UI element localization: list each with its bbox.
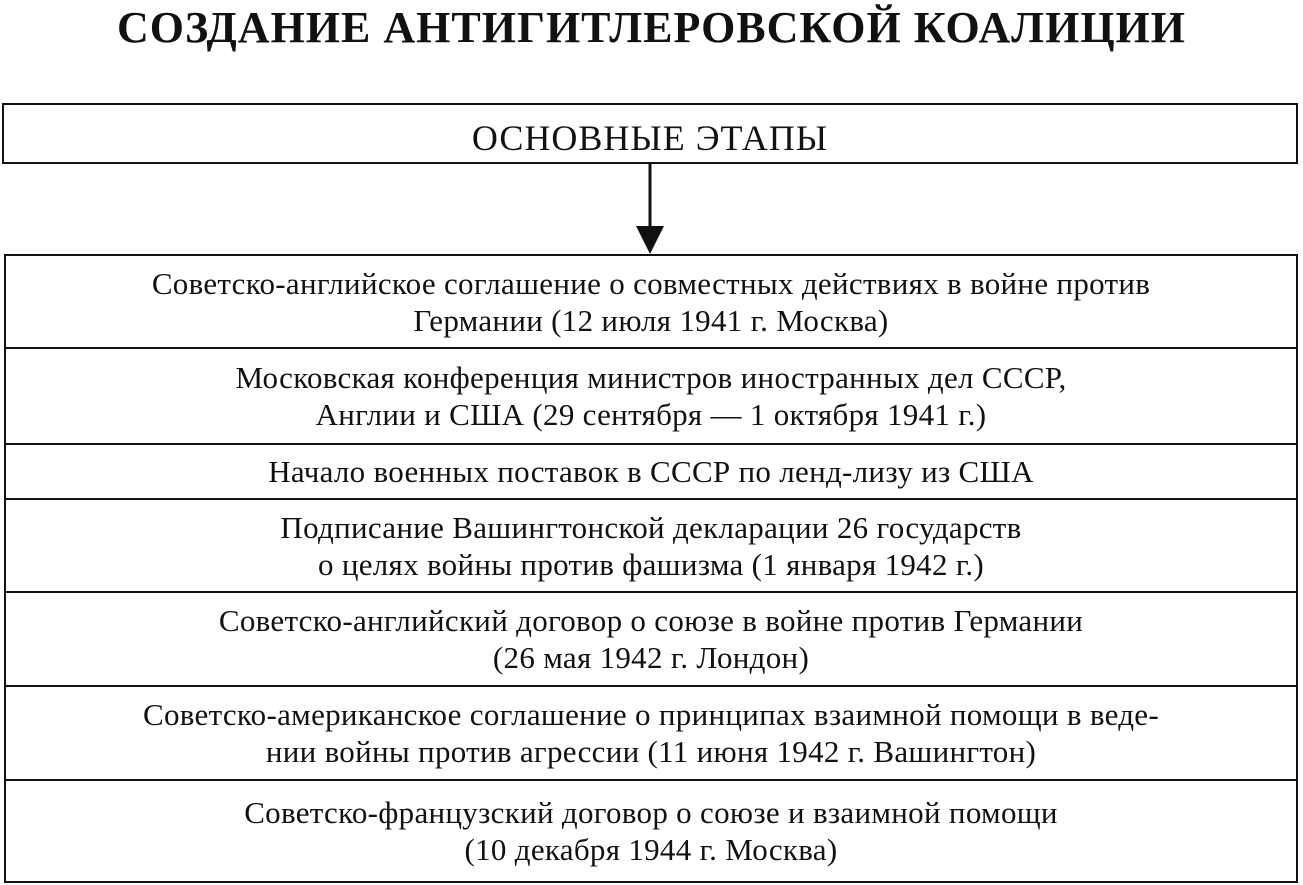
stage-item xyxy=(6,256,1296,349)
header-box xyxy=(2,103,1298,164)
stage-text: Советско-американское соглашение о принципах взаимной помощи в веде- нии войны против агрессии (11 июня 1942 г. Вашингтон) xyxy=(143,697,1159,769)
stage-text: Подписание Вашингтонской декларации 26 государств о целях войны против фашизма (1 января 1942 г.) xyxy=(280,509,1022,582)
stage-item xyxy=(6,445,1296,500)
stage-text: Советско-английский договор о союзе в войне против Германии (26 мая 1942 г. Лондон) xyxy=(218,603,1084,675)
stage-item xyxy=(6,593,1296,687)
stage-text: Начало военных поставок в СССР по ленд-лизу из США xyxy=(268,454,1034,489)
stage-text: Советско-французский договор о союзе и взаимной помощи (10 декабря 1944 г. Москва) xyxy=(244,795,1058,867)
stage-item xyxy=(6,781,1296,881)
stage-item xyxy=(6,500,1296,593)
stage-item xyxy=(6,349,1296,445)
diagram-title: СОЗДАНИЕ АНТИГИТЛЕРОВСКОЙ КОАЛИЦИИ xyxy=(117,3,1186,52)
stage-text: Московская конференция министров иностранных дел СССР, Англии и США (29 сентября — 1 октября 1941 г.) xyxy=(235,360,1067,432)
stage-text: Советско-английское соглашение о совместных действиях в войне против Германии (12 июля 1941 г. Москва) xyxy=(151,265,1151,338)
stage-item xyxy=(6,687,1296,781)
stages-list xyxy=(4,254,1298,883)
down-arrow-icon xyxy=(634,164,666,256)
header-label: ОСНОВНЫЕ ЭТАПЫ xyxy=(471,117,829,158)
